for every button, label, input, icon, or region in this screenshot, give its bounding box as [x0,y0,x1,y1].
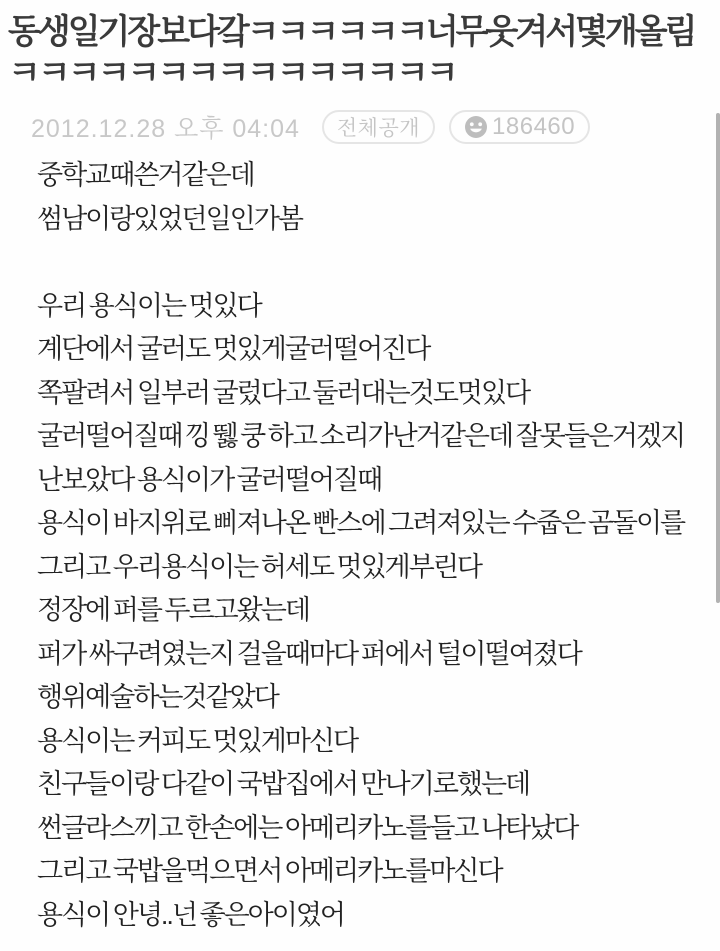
like-count: 186460 [492,113,576,140]
body-line: 난보았다 용식이가 굴러떨어질때 [37,464,382,495]
body-line: 용식이 안녕..넌 좋은아이였어 [37,899,344,930]
post-title [8,12,714,94]
body-line: 그리고 우리용식이는 허세도 멋있게부린다 [37,551,481,582]
post-title-line2: ㅋㅋㅋㅋㅋㅋㅋㅋㅋㅋㅋㅋㅋㅋㅋ [8,54,456,92]
body-line: 쪽팔려서 일부러 굴렀다고 둘러대는것도멋있다 [37,377,530,408]
smiley-face-icon [464,115,488,139]
body-line: 퍼가 싸구려였는지 걸을때마다 퍼에서 털이떨여졌다 [37,638,581,669]
post-title-line1: 동생일기장보다갘ㅋㅋㅋㅋㅋㅋ너무웃겨서몇개올림 [8,13,695,51]
scrollbar-thumb[interactable] [716,113,720,603]
body-line: 행위예술하는것같았다 [37,682,278,712]
body-line: 용식이 바지위로 삐져나온 빤스에 그려져있는 수줍은 곰돌이를 [37,508,685,538]
body-line: 계단에서 굴러도 멋있게굴러떨어진다 [37,334,430,364]
visibility-badge-label: 전체공개 [336,117,421,140]
body-line: 굴러떨어질때 낑 뛣 쿵 하고 소리가난거같은데 잘못들은거겠지 [37,421,685,451]
like-badge[interactable] [449,110,590,144]
post-meta-row [31,108,590,146]
body-line: 친구들이랑 다같이 국밥집에서 만나기로했는데 [37,769,530,799]
body-line: 중학교때쓴거같은데 [37,160,254,190]
visibility-badge [322,110,435,144]
body-line: 그리고 국밥을먹으면서 아메리카노를마신다 [37,856,502,886]
body-line: 정장에 퍼를 두르고왔는데 [37,595,309,625]
body-line [37,241,707,285]
post-body [37,154,707,937]
body-line: 썸남이랑있었던일인가봄 [37,203,302,234]
body-line: 우리 용식이는 멋있다 [37,290,261,321]
body-line: 썬글라스끼고 한손에는 아메리카노를들고 나타났다 [37,812,578,843]
body-line: 용식이는 커피도 멋있게마신다 [37,725,358,756]
post-date: 2012.12.28 오후 04:04 [31,115,300,143]
